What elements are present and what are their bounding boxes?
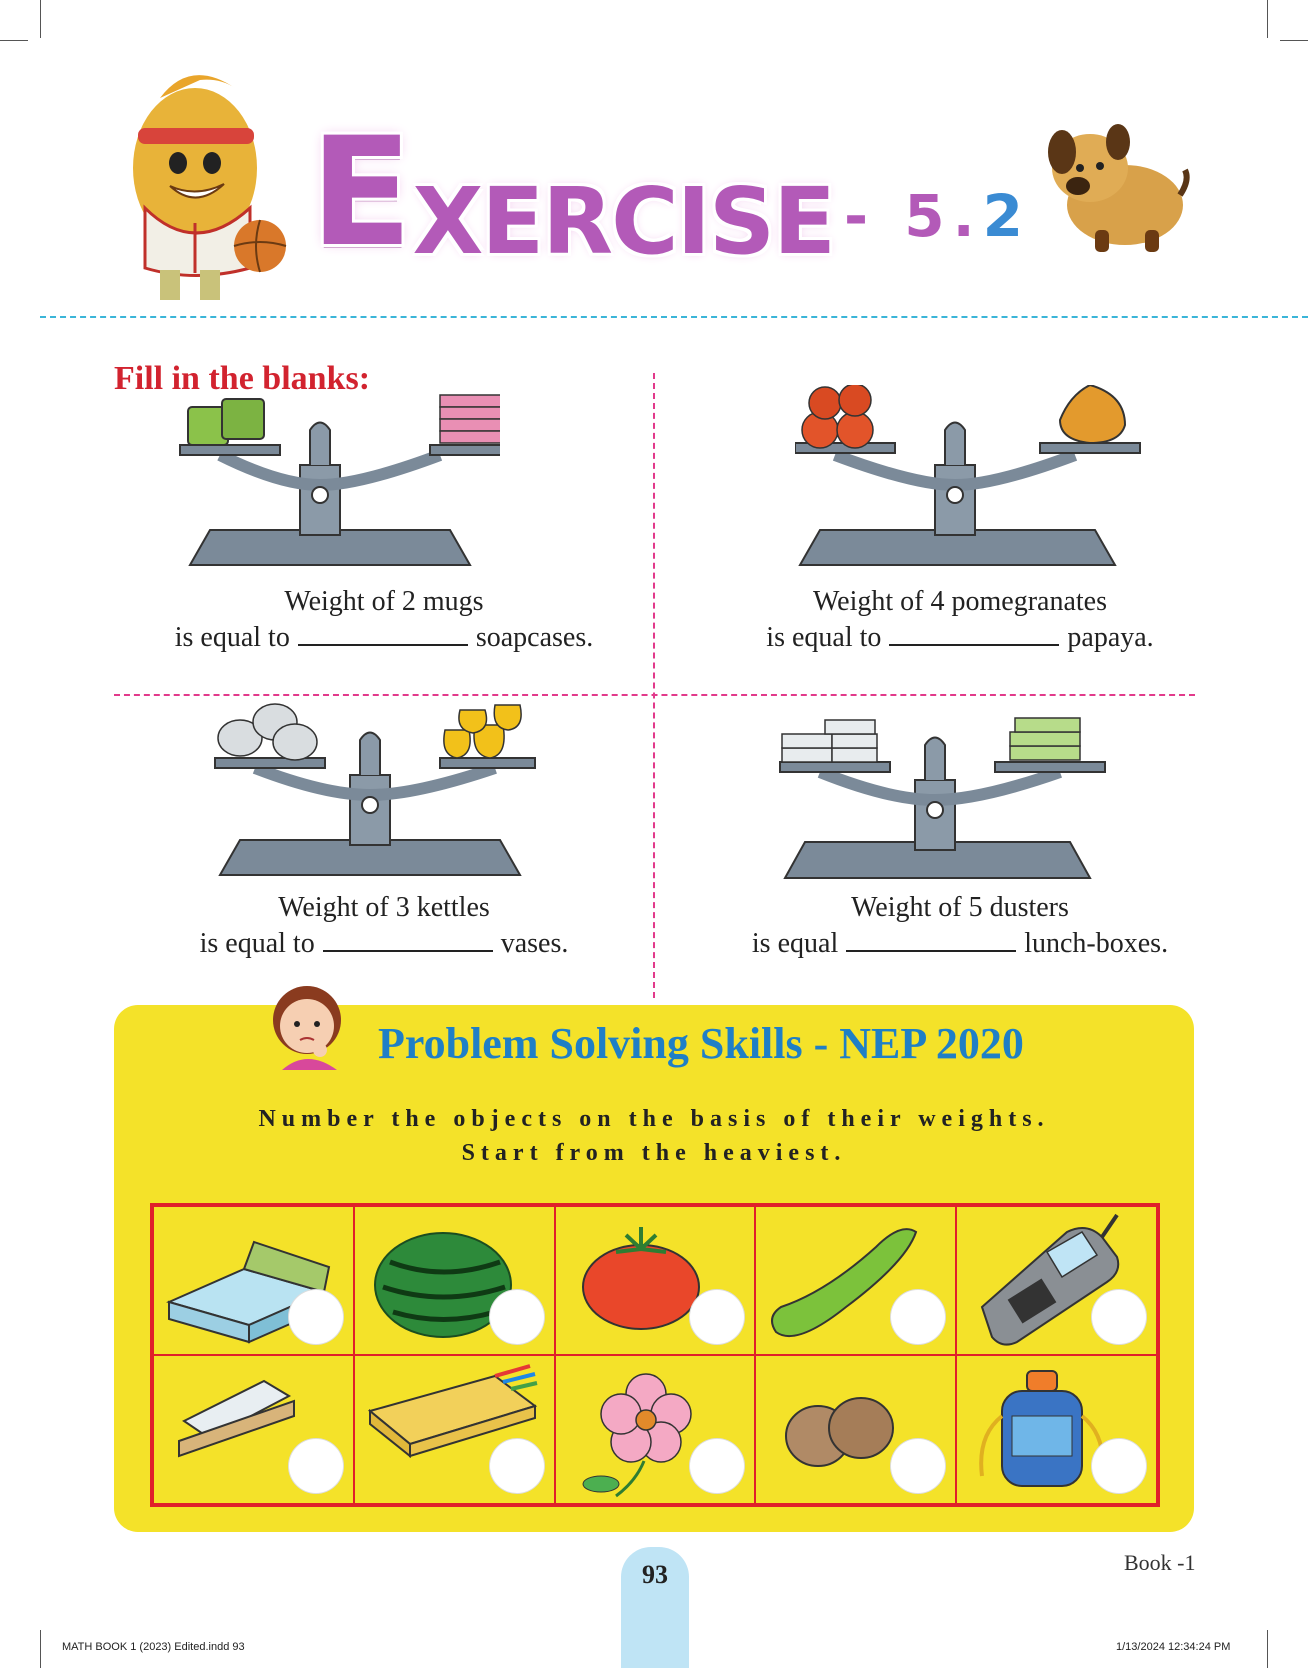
balance-scale-kettles [195, 700, 555, 880]
footer-timestamp: 1/13/2024 12:34:24 PM [1116, 1641, 1231, 1653]
crop-mark [1280, 40, 1308, 41]
crop-mark [1267, 0, 1268, 38]
crop-mark [40, 0, 41, 38]
soapcase-icon [440, 395, 500, 443]
grid-cell [555, 1206, 756, 1355]
answer-circle[interactable] [690, 1439, 744, 1493]
page-number: 93 [642, 1560, 668, 1589]
objects-grid [150, 1203, 1160, 1507]
book-label: Book -1 [1124, 1550, 1196, 1575]
problem-solving-title: Problem Solving Skills - NEP 2020 [378, 1019, 1024, 1068]
balance-scale-dusters [770, 710, 1120, 880]
instruction-line-2: Start from the heaviest. [461, 1140, 847, 1166]
pomegranate-icon [802, 385, 873, 448]
answer-circle[interactable] [1092, 1290, 1146, 1344]
answer-blank[interactable] [846, 928, 1016, 952]
kettle-icon [218, 704, 317, 760]
vase-icon [444, 705, 521, 758]
grid-cell [153, 1355, 354, 1504]
answer-circle[interactable] [490, 1290, 544, 1344]
exercise-title: E XERCISE - 5.2 [310, 106, 1031, 280]
mug-icon [188, 399, 264, 445]
crop-mark [0, 40, 28, 41]
answer-blank[interactable] [323, 928, 493, 952]
grid-cell [755, 1355, 956, 1504]
caption-kettles: Weight of 3 kettles is equal to vases. [199, 892, 569, 959]
answer-circle[interactable] [690, 1290, 744, 1344]
puppy-icon [1040, 120, 1190, 260]
crop-mark [40, 1630, 41, 1668]
thinking-girl-icon [262, 978, 352, 1070]
horizontal-divider [114, 694, 1195, 696]
answer-circle[interactable] [490, 1439, 544, 1493]
grid-cell [354, 1355, 555, 1504]
caption-pomegranates: Weight of 4 pomegranates is equal to papaya. [766, 586, 1154, 653]
answer-circle[interactable] [289, 1290, 343, 1344]
grid-cell [755, 1206, 956, 1355]
grid-cell [153, 1206, 354, 1355]
fill-blanks-heading: Fill in the blanks: [114, 360, 371, 397]
caption-dusters: Weight of 5 dusters is equal lunch-boxes. [751, 892, 1169, 959]
mascot-character-icon [100, 58, 310, 308]
papaya-icon [1060, 385, 1125, 443]
crop-mark [1267, 1630, 1268, 1668]
answer-blank[interactable] [298, 622, 468, 646]
footer-file-info: MATH BOOK 1 (2023) Edited.indd 93 [62, 1641, 245, 1653]
balance-scale-pomegranates [795, 385, 1145, 570]
instruction-line-1: Number the objects on the basis of their weights. [258, 1106, 1050, 1132]
grid-cell [956, 1355, 1157, 1504]
answer-circle[interactable] [891, 1290, 945, 1344]
grid-cell [956, 1206, 1157, 1355]
answer-blank[interactable] [889, 622, 1059, 646]
answer-circle[interactable] [289, 1439, 343, 1493]
caption-mugs: Weight of 2 mugs is equal to soapcases. [174, 586, 594, 653]
answer-circle[interactable] [891, 1439, 945, 1493]
lunch-box-icon [1010, 718, 1080, 760]
section-divider [40, 316, 1308, 318]
answer-circle[interactable] [1092, 1439, 1146, 1493]
grid-cell [354, 1206, 555, 1355]
duster-icon [782, 720, 877, 762]
grid-cell [555, 1355, 756, 1504]
balance-scale-mugs [160, 385, 500, 570]
